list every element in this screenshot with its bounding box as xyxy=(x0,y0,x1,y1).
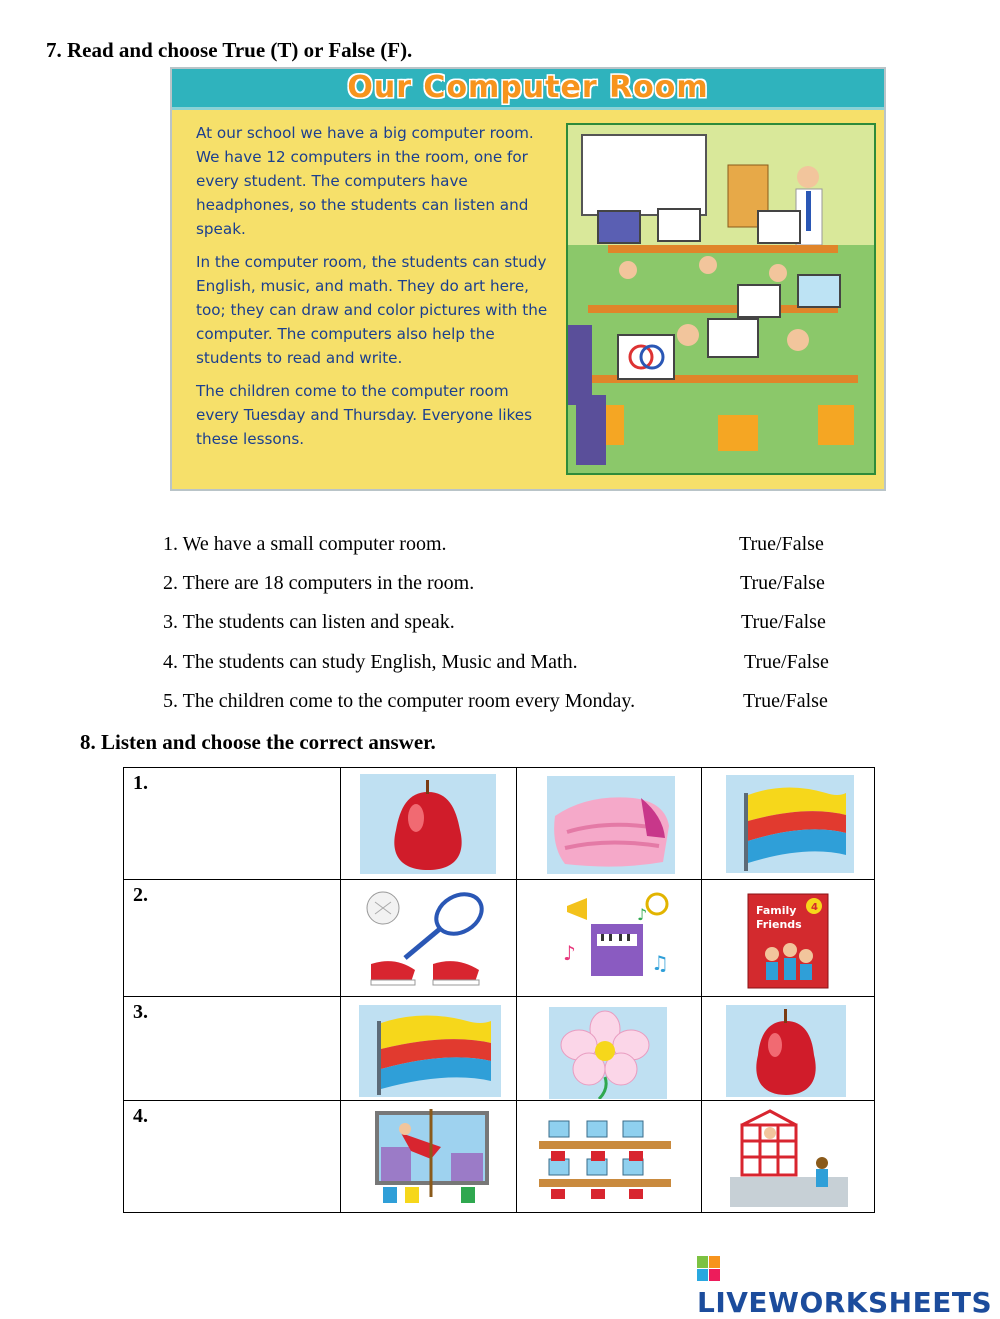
flag-icon xyxy=(359,1005,501,1097)
playground-icon xyxy=(730,1107,848,1207)
table-row xyxy=(124,880,875,997)
art-room-icon xyxy=(371,1107,493,1207)
question-2-true-false[interactable]: True/False xyxy=(740,572,825,594)
passage-paragraph-1: At our school we have a big computer room. We have 12 computers in the room, one for every student. The computers have headphones, so the students can listen and speak. xyxy=(196,124,534,238)
answer-option[interactable] xyxy=(341,997,517,1101)
answer-option[interactable] xyxy=(517,1101,702,1213)
passage-text xyxy=(196,121,548,460)
svg-text:♪: ♪ xyxy=(637,905,648,924)
answer-option[interactable] xyxy=(702,997,875,1101)
music-instruments-icon xyxy=(553,890,677,988)
rose-apple-icon xyxy=(360,774,496,874)
section-8-heading: 8. Listen and choose the correct answer. xyxy=(80,730,436,754)
reading-passage-panel xyxy=(170,67,886,491)
answer-option[interactable] xyxy=(341,768,517,880)
row-number-cell xyxy=(124,768,341,880)
flower-icon xyxy=(549,1007,667,1099)
table-row xyxy=(124,768,875,880)
question-5-true-false[interactable]: True/False xyxy=(743,690,828,712)
row-number: 1. xyxy=(133,772,148,794)
computer-room-illustration xyxy=(566,123,876,475)
passage-paragraph-3: The children come to the computer room every Tuesday and Thursday. Everyone likes these lessons. xyxy=(196,382,533,448)
table-row xyxy=(124,1101,875,1213)
row-number: 2. xyxy=(133,884,148,906)
question-1-true-false[interactable]: True/False xyxy=(739,533,824,555)
liveworksheets-logo-text: LIVEWORKSHEETS xyxy=(697,1286,993,1319)
svg-text:♪: ♪ xyxy=(563,941,576,965)
question-4-text: 4. The students can study English, Music and Math. xyxy=(163,651,578,673)
svg-text:♫: ♫ xyxy=(651,951,669,975)
svg-text:Family: Family xyxy=(756,904,797,917)
answer-option[interactable] xyxy=(517,768,702,880)
question-2-text: 2. There are 18 computers in the room. xyxy=(163,572,475,594)
answer-option[interactable] xyxy=(702,1101,875,1213)
question-1-text: 1. We have a small computer room. xyxy=(163,533,447,555)
blanket-icon xyxy=(547,776,675,874)
question-4-true-false[interactable]: True/False xyxy=(744,651,829,673)
rose-apple-icon xyxy=(726,1005,846,1097)
question-3-text: 3. The students can listen and speak. xyxy=(163,611,455,633)
answer-option[interactable] xyxy=(341,880,517,997)
row-number-cell xyxy=(124,880,341,997)
listening-answer-table xyxy=(123,767,875,1213)
answer-option[interactable] xyxy=(341,1101,517,1213)
passage-title: Our Computer Room xyxy=(172,69,884,110)
row-number-cell xyxy=(124,1101,341,1213)
row-number-cell xyxy=(124,997,341,1101)
liveworksheets-logo-mark-icon xyxy=(697,1256,721,1282)
passage-paragraph-2: In the computer room, the students can study English, music, and math. They do art here, too; they can draw and color pictures with the computer. The computers also help the students to read and write. xyxy=(196,253,548,367)
question-3-true-false[interactable]: True/False xyxy=(741,611,826,633)
flag-icon xyxy=(726,775,854,873)
sports-equipment-icon xyxy=(365,888,491,988)
row-number: 3. xyxy=(133,1001,148,1023)
liveworksheets-logo xyxy=(697,1253,1000,1319)
computer-room-icon xyxy=(535,1111,675,1201)
answer-option[interactable] xyxy=(517,997,702,1101)
book-icon xyxy=(742,890,834,990)
answer-option[interactable] xyxy=(702,880,875,997)
question-5-text: 5. The children come to the computer room every Monday. xyxy=(163,690,636,712)
book-level-text: 4 xyxy=(811,902,818,913)
row-number: 4. xyxy=(133,1105,148,1127)
answer-option[interactable] xyxy=(702,768,875,880)
svg-text:Friends: Friends xyxy=(756,918,802,931)
section-7-heading: 7. Read and choose True (T) or False (F). xyxy=(46,38,413,62)
table-row xyxy=(124,997,875,1101)
answer-option[interactable] xyxy=(517,880,702,997)
